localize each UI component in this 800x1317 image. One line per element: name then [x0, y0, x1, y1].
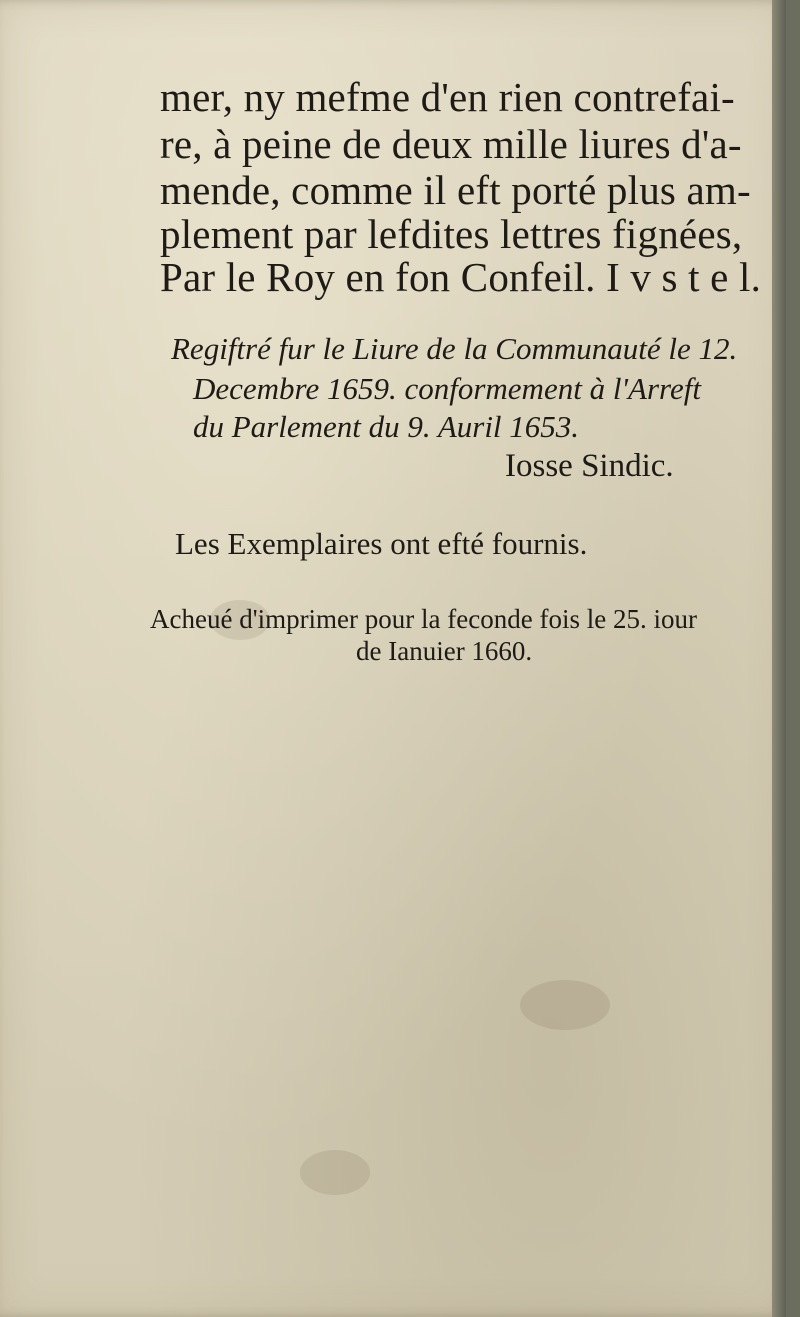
copies-notice: Les Exemplaires ont efté fournis.: [175, 526, 588, 561]
body-line-2: re, à peine de deux mille liures d'a-: [160, 121, 742, 167]
registration-signature: Iosse Sindic.: [505, 448, 674, 484]
page-edge-shadow: [772, 0, 786, 1317]
body-line-3: mende, comme il eft porté plus am-: [160, 167, 751, 213]
registration-line-1: Regiftré fur le Liure de la Communauté le 12.: [171, 331, 738, 366]
printing-notice-line-2: de Ianuier 1660.: [356, 636, 533, 666]
registration-line-2: Decembre 1659. conformement à l'Arreft: [193, 371, 701, 406]
body-line-5: Par le Roy en fon Confeil. I v s t e l.: [160, 254, 762, 300]
registration-line-3: du Parlement du 9. Auril 1653.: [193, 409, 580, 444]
printing-notice-line-1: Acheué d'imprimer pour la feconde fois le 25. iour: [150, 604, 697, 634]
body-line-4: plement par lefdites lettres fignées,: [160, 211, 743, 257]
body-line-1: mer, ny mefme d'en rien contrefai-: [160, 74, 735, 120]
paper-stain: [520, 980, 610, 1030]
paper-stain: [300, 1150, 370, 1195]
